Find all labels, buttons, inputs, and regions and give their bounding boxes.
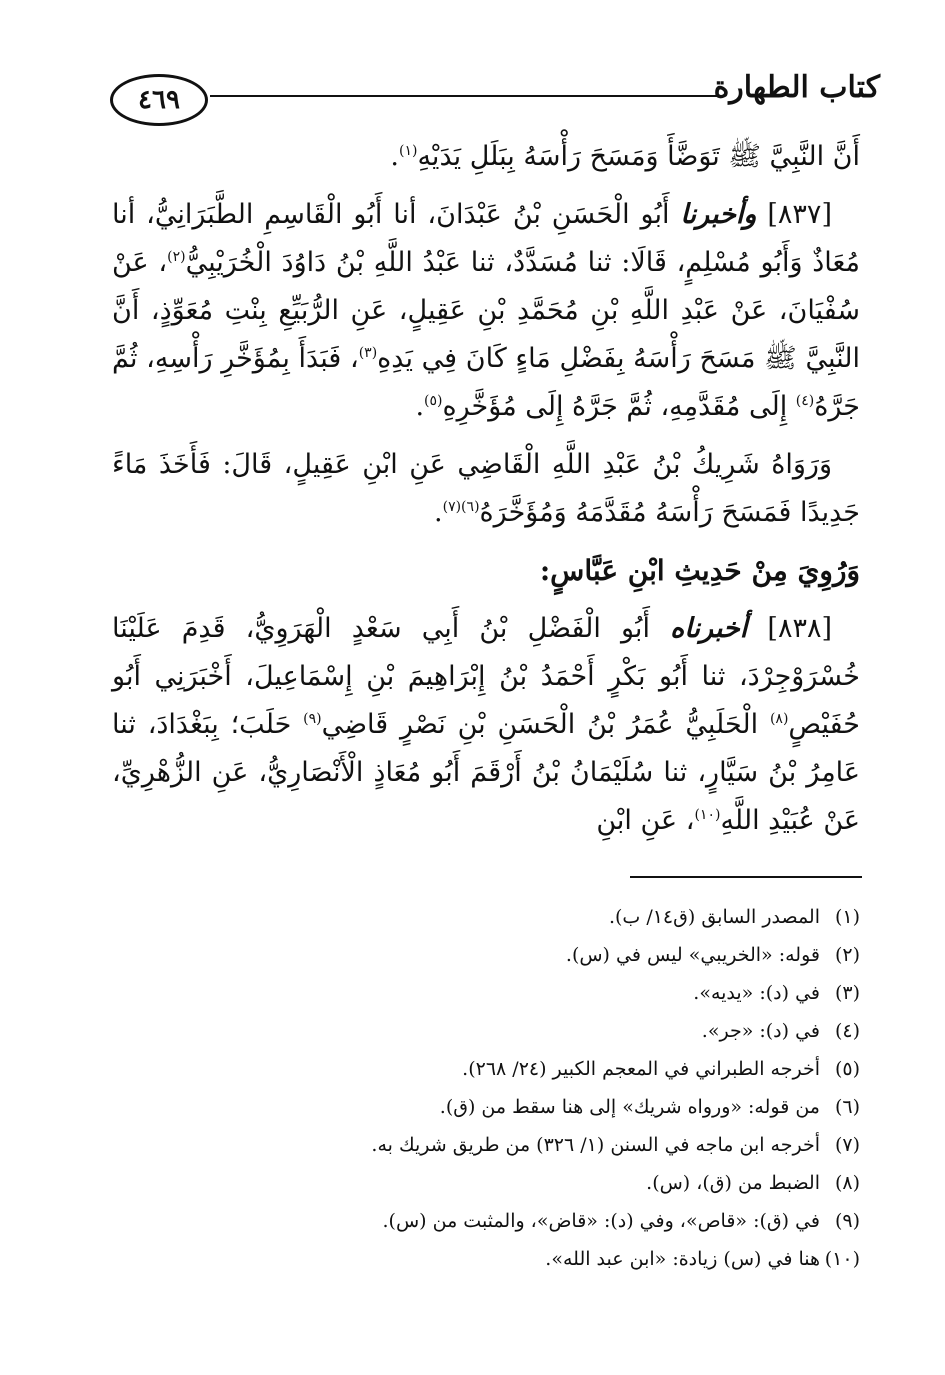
footnote xyxy=(290,1202,860,1240)
text: أَبُو الْحَسَنِ بْنُ عَبْدَانَ، أنا أَبُو الْقَاسِمِ الطَّبَرَانِيُّ، أنا مُعَاذٌ وَأَبُو مُسْلِمٍ، قَالَا: ثنا مُسَدَّدٌ، ثنا عَبْدُ اللَّهِ بْنُ دَاوُدَ الْخُرَيْبِيُّ xyxy=(112,199,860,278)
hadith-837 xyxy=(112,191,860,431)
footnote xyxy=(290,898,860,936)
footnote-number: (٢) xyxy=(834,944,860,966)
footnote xyxy=(290,1164,860,1202)
footnote xyxy=(290,936,860,974)
footnote-ref: (٢) xyxy=(167,249,186,265)
header-rule xyxy=(210,95,722,97)
footnote xyxy=(290,1126,860,1164)
hadith-number: [٨٣٧] xyxy=(767,199,832,230)
footnote-number: (٦) xyxy=(834,1096,860,1118)
footnote-ref: (٩) xyxy=(303,711,322,727)
footnote-number: (١٠) xyxy=(824,1248,860,1270)
footnote-ref: (٣) xyxy=(358,345,378,361)
footnote-text: في (د): «يديه». xyxy=(693,982,820,1004)
footnote-number: (٧) xyxy=(834,1134,860,1156)
text: إِلَى مُقَدَّمِهِ، ثُمَّ جَرَّهُ إِلَى مُؤَخَّرِهِ xyxy=(442,391,796,422)
footnote-ref: (٤) xyxy=(795,393,815,409)
footnote xyxy=(290,1012,860,1050)
text: أَبُو الْفَضْلِ بْنُ أَبِي سَعْدٍ الْهَرَوِيُّ، قَدِمَ عَلَيْنَا خُسْرَوْجِرْدَ، ثنا أَبُو بَكْرٍ أَحْمَدُ بْنُ إِبْرَاهِيمَ بْنِ إِسْمَاعِيلَ، أَخْبَرَنِي أَبُو حُفَيْصٍ xyxy=(112,613,860,740)
text: الْحَلَبِيُّ عُمَرُ بْنُ الْحَسَنِ بْنِ نَصْرٍ قَاضِي xyxy=(321,709,770,740)
hadith-838 xyxy=(112,605,860,845)
footnote-ref: (١٠) xyxy=(694,807,721,823)
text: . xyxy=(415,391,425,422)
paragraph-3 xyxy=(112,441,860,537)
footnote-ref: (٨) xyxy=(769,711,789,727)
hadith-number: [٨٣٨] xyxy=(767,613,832,644)
footnote-text: في (ق): «قاص»، وفي (د): «قاض»، والمثبت من (س). xyxy=(382,1210,820,1232)
footnote-text: أخرجه ابن ماجه في السنن (١/ ٣٢٦) من طريق شريك به. xyxy=(371,1134,820,1156)
footnote-text: الضبط من (ق)، (س). xyxy=(646,1172,820,1194)
footnote-text: أخرجه الطبراني في المعجم الكبير (٢٤/ ٢٦٨). xyxy=(462,1058,820,1080)
paragraph-1 xyxy=(112,133,860,181)
text: ، فَبَدَأَ بِمُؤَخَّرِ رَأْسِهِ، ثُمَّ جَرَّهُ xyxy=(112,343,860,422)
footnote-text: هنا في (س) زيادة: «ابن عبد الله». xyxy=(545,1248,820,1270)
main-text xyxy=(112,133,860,855)
book-title: كتاب الطهارة xyxy=(713,70,880,105)
footnote-ref: (١) xyxy=(398,143,418,159)
footnote-text: المصدر السابق (ق١٤/ ب). xyxy=(608,906,820,928)
text: حَلَبَ؛ بِبَغْدَادَ، ثنا عَامِرُ بْنُ سَيَّارٍ، ثنا سُلَيْمَانُ بْنُ أَرْقَمَ أَبُو مُعَاذٍ الْأَنْصَارِيُّ، عَنِ الزُّهْرِيِّ، عَنْ عُبَيْدِ اللَّهِ xyxy=(112,709,860,836)
footnote-number: (٣) xyxy=(834,982,860,1004)
footnote-text: من قوله: «ورواه شريك» إلى هنا سقط من (ق). xyxy=(439,1096,820,1118)
footnote-number: (٥) xyxy=(834,1058,860,1080)
footnote-rule xyxy=(630,876,862,878)
text: وَرَوَاهُ شَرِيكُ بْنُ عَبْدِ اللَّهِ الْقَاضِي عَنِ ابْنِ عَقِيلٍ، قَالَ: فَأَخَذَ مَاءً جَدِيدًا فَمَسَحَ رَأْسَهُ مُقَدَّمَهُ وَمُؤَخَّرَهُ xyxy=(112,449,860,528)
text: . xyxy=(390,141,399,172)
footnote-text: قوله: «الخريبي» ليس في (س). xyxy=(565,944,820,966)
section-heading: وَرُوِيَ مِنْ حَدِيثِ ابْنِ عَبَّاسٍ: xyxy=(539,554,860,587)
page-number: ٤٦٩ xyxy=(110,74,208,126)
text: . xyxy=(434,497,443,528)
footnote-number: (٩) xyxy=(834,1210,860,1232)
text: ، عَنْ سُفْيَانَ، عَنْ عَبْدِ اللَّهِ بْنِ مُحَمَّدِ بْنِ عَقِيلٍ، عَنِ الرُّبَيِّعِ بِنْتِ مُعَوِّذٍ، أَنَّ النَّبِيَّ ﷺ مَسَحَ رَأْسَهُ بِفَضْلِ مَاءٍ كَانَ فِي يَدِهِ xyxy=(112,247,860,374)
text: ، عَنِ ابْنِ xyxy=(596,805,695,836)
footnote xyxy=(290,1240,860,1278)
footnote-ref: (٦)(٧) xyxy=(442,499,480,515)
footnote-ref: (٥) xyxy=(424,393,443,409)
keyword: أخبرناه xyxy=(670,613,748,644)
footnote xyxy=(290,1088,860,1126)
keyword: وأخبرنا xyxy=(680,199,757,230)
footnote-number: (١) xyxy=(834,906,860,928)
footnote-number: (٤) xyxy=(834,1020,860,1042)
footnote xyxy=(290,974,860,1012)
footnote xyxy=(290,1050,860,1088)
footnote-number: (٨) xyxy=(834,1172,860,1194)
footnote-text: في (د): «جر». xyxy=(701,1020,820,1042)
footnotes xyxy=(290,898,860,1278)
text: أَنَّ النَّبِيَّ ﷺ تَوَضَّأَ وَمَسَحَ رَأْسَهُ بِبَلَلِ يَدَيْهِ xyxy=(417,141,860,172)
page-header xyxy=(110,70,880,130)
